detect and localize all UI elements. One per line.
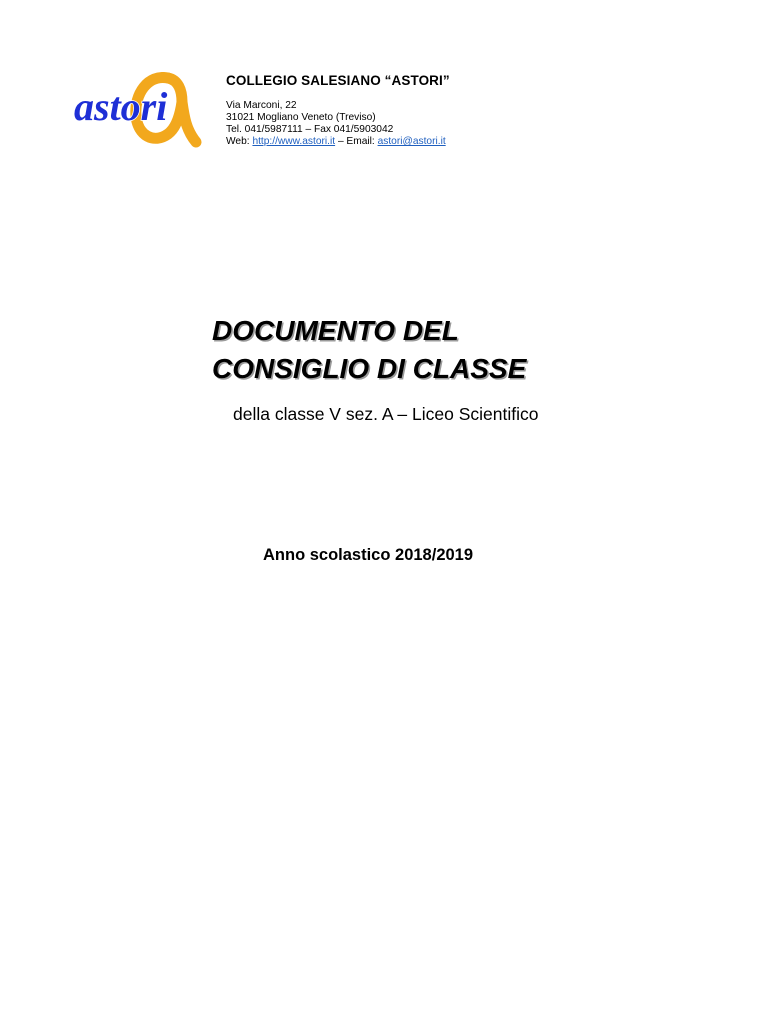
school-header — [226, 73, 646, 148]
school-name: COLLEGIO SALESIANO “ASTORI” — [226, 73, 450, 88]
logo-graphic — [72, 72, 202, 152]
astori-logo-icon — [72, 72, 202, 152]
class-subtitle: della classe V sez. A – Liceo Scientifico — [233, 404, 539, 424]
school-year: Anno scolastico 2018/2019 — [263, 546, 474, 564]
address-line: Via Marconi, 22 — [226, 100, 297, 111]
logo-text: astori — [74, 84, 168, 129]
website-link[interactable]: http://www.astori.it — [252, 136, 336, 147]
phone-fax-line: Tel. 041/5987111 – Fax 041/5903042 — [226, 124, 394, 135]
contact-line — [226, 136, 646, 148]
city-line: 31021 Mogliano Veneto (Treviso) — [226, 112, 376, 123]
title-line-2: CONSIGLIO DI CLASSE — [212, 353, 527, 384]
web-label: Web: — [226, 136, 253, 147]
title-line-1: DOCUMENTO DEL — [212, 315, 459, 346]
document-title — [212, 312, 712, 388]
email-label: – Email: — [335, 136, 378, 147]
email-link[interactable]: astori@astori.it — [377, 136, 446, 147]
